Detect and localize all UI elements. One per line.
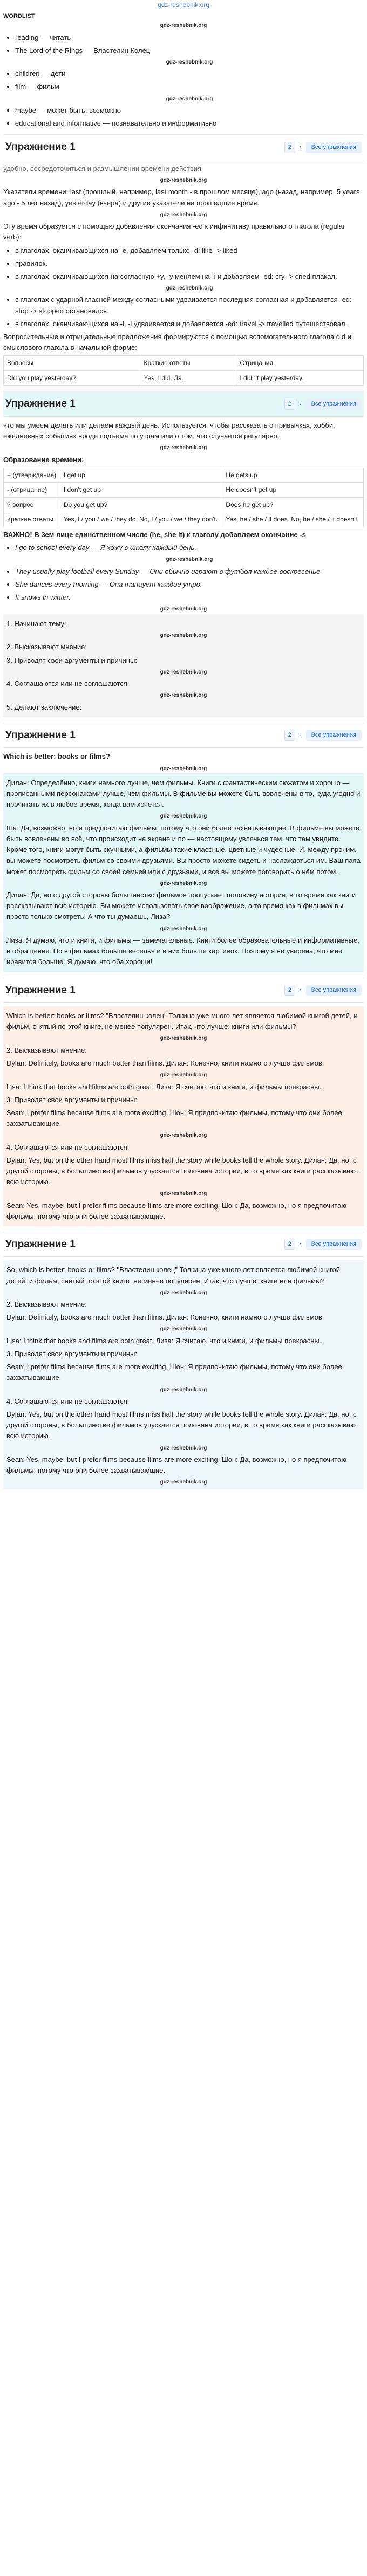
- table-cell: I don't get up: [60, 483, 222, 498]
- repeat-paragraph: Dylan: Definitely, books are much better than films. Дилан: Конечно, книги намного лучше фильмов.: [6, 1313, 324, 1322]
- watermark: gdz-reshebnik.org: [160, 880, 207, 887]
- all-exercises-button[interactable]: Все упражнения: [306, 142, 362, 153]
- formation-title: Образование времени:: [3, 455, 84, 464]
- table-cell: Did you play yesterday?: [4, 370, 140, 386]
- repeat-paragraph: Sean: I prefer films because films are more exciting. Шон: Я предпочитаю фильмы, потому что они более захватывающие.: [6, 1363, 342, 1382]
- dialogue-paragraph: Ша: Да, возможно, но я предпочитаю фильмы, потому что они более захватывающие. В фильме вы можете быть вовлечены во всё, что происходит на экране и по — настоящему увлечься тем, что там увидите. Кроме того, книги могут быть скучными, а фильмы такие классные, цветные и чудесные. И, между прочим, вы можете посмотреть фильм со своими друзьями. Вы просто можете сидеть и наслаждаться им. Ваш папа может посмотреть фильм со своей семьей или с друзьями, и все вы можете поговорить о нём потом.: [6, 823, 361, 876]
- table-cell: Краткие ответы: [4, 512, 60, 527]
- dialogue-en: [3, 1006, 364, 1226]
- exercise-number-button[interactable]: 2: [284, 142, 295, 153]
- watermark: gdz-reshebnik.org: [160, 1479, 207, 1486]
- repeat-paragraph: Sean: Yes, maybe, but I prefer films because films are more exciting. Шон: Да, возможно, но я предпочитаю фильмы, потому что они более захватывающие.: [6, 1455, 347, 1475]
- watermark: gdz-reshebnik.org: [160, 925, 207, 932]
- exercise-title: Упражнение 1: [5, 1238, 76, 1250]
- dialogue-paragraph: Dylan: Yes, but on the other hand most films miss half the story while books tell the whole story. Дилан: Да, но, с другой стороны, в большинстве фильмов упускается половина истории, в то время как книги рассказывают всю историю.: [6, 1156, 359, 1186]
- repeat-paragraph: Dylan: Yes, but on the other hand most films miss half the story while books tell the whole story. Дилан: Да, но, с другой стороны, в большинстве фильмов упускается половина истории, в то время как книги рассказывают всю историю.: [6, 1410, 359, 1440]
- list-item: • She dances every morning — Она танцует каждое утро.: [15, 579, 364, 590]
- did-table: [3, 355, 364, 386]
- formation-table: [3, 468, 364, 527]
- table-cell: Yes, he / she / it does. No, he / she / it doesn't.: [222, 512, 364, 527]
- watermark: gdz-reshebnik.org: [160, 177, 207, 183]
- plan-item: 1. Начинают тему:: [6, 619, 66, 628]
- repeat-paragraph: 3. Приводят свои аргументы и причины:: [6, 1350, 137, 1358]
- list-item: • I go to school every day — Я хожу в школу каждый день.: [15, 542, 364, 553]
- exercise-number-button[interactable]: 2: [284, 985, 295, 996]
- all-exercises-button[interactable]: Все упражнения: [306, 730, 362, 741]
- chevron-right-icon[interactable]: ›: [299, 400, 302, 407]
- exercise-bar: [3, 1232, 364, 1257]
- watermark: gdz-reshebnik.org: [160, 813, 207, 820]
- exercise-number-button[interactable]: 2: [284, 730, 295, 741]
- list-item: • The Lord of the Rings — Властелин Колец: [15, 45, 364, 56]
- all-exercises-button[interactable]: Все упражнения: [306, 1239, 362, 1250]
- ex1-trailing: удобно, сосредоточиться и размышлении времени действия: [3, 164, 202, 173]
- wordlist: [3, 32, 364, 129]
- watermark: gdz-reshebnik.org: [160, 1035, 207, 1042]
- chevron-right-icon[interactable]: ›: [299, 732, 302, 739]
- table-cell: I didn't play yesterday.: [236, 370, 364, 386]
- table-header: Краткие ответы: [140, 356, 236, 371]
- ex2-intro: что мы умеем делать или делаем каждый день. Используется, чтобы рассказать о привычках, хобби, ежедневных событиях вроде подъема по утрам или о том, что случается регулярно.: [3, 421, 335, 440]
- dialogue-paragraph: Sean: I prefer films because films are more exciting. Шон: Я предпочитаю фильмы, потому что они более захватывающие.: [6, 1108, 342, 1128]
- table-cell: ? вопрос: [4, 497, 60, 512]
- repeat-paragraph: Lisa: I think that books and films are both great. Лиза: Я считаю, что и книги, и фильмы прекрасны.: [6, 1336, 322, 1345]
- watermark: gdz-reshebnik.org: [160, 1326, 207, 1332]
- exercise-nav: [284, 1239, 362, 1250]
- exercise-bar: [3, 391, 364, 416]
- table-cell: Do you get up?: [60, 497, 222, 512]
- table-cell: He gets up: [222, 468, 364, 483]
- list-item: • They usually play football every Sunday — Они обычно играют в футбол каждое воскресенье.: [15, 566, 364, 577]
- list-item: • reading — читать: [15, 32, 364, 43]
- dialogue-ru: [3, 773, 364, 972]
- question-intro: Вопросительные и отрицательные предложения формируются с помощью вспомогательного глагола did и смыслового глагола в начальной форме:: [3, 332, 351, 352]
- watermark: gdz-reshebnik.org: [160, 669, 207, 675]
- watermark: gdz-reshebnik.org: [160, 1289, 207, 1296]
- repeat-section: [3, 1260, 364, 1489]
- dialogue-question: Which is better: books or films?: [3, 752, 110, 761]
- table-cell: Yes, I / you / we / they do. No, I / you / we / they don't.: [60, 512, 222, 527]
- exercise-nav: [284, 985, 362, 996]
- repeat-paragraph: 2. Высказывают мнение:: [6, 1300, 87, 1309]
- table-cell: I get up: [60, 468, 222, 483]
- table-header: Вопросы: [4, 356, 140, 371]
- exercise-nav: [284, 399, 362, 410]
- watermark: gdz-reshebnik.org: [160, 1072, 207, 1079]
- list-item: • в глаголах, оканчивающихся на -l, -l удваивается и добавляется -ed: travel -> travelled путешествовал.: [15, 319, 364, 329]
- list-item: • в глаголах, оканчивающихся на -e, добавляем только -d: like -> liked: [15, 245, 364, 256]
- list-item: • educational and informative — познавательно и информативно: [15, 118, 364, 129]
- list-item: • film — фильм: [15, 81, 364, 92]
- exercise-number-button[interactable]: 2: [284, 399, 295, 410]
- dialogue-paragraph: Which is better: books or films? "Властелин колец" Толкина уже много лет является любимой книгой детей, и фильм, снятый по этой книге, не менее популярен. Итак, что лучше: книги или фильмы?: [6, 1011, 358, 1031]
- dialogue-paragraph: Дилан: Определённо, книги намного лучше, чем фильмы. Книги с фантастическим сюжетом и хорошо — прописанными персонажами лучше, чем фильмы. В фильме вы можете быть вовлечены в то, куда угодно и прочитать их в любое время, когда вам хочется.: [6, 779, 361, 809]
- list-item: • в глаголах, оканчивающихся на согласную +y, -y меняем на -i и добавляем -ed: cry -> cried плакал.: [15, 271, 364, 282]
- repeat-paragraph: So, which is better: books or films? "Властелин колец" Толкина уже много лет является любимой книгой детей, и фильм, снятый по этой книге, не менее популярен. Итак, что лучше: книги или фильмы?: [6, 1266, 340, 1285]
- table-cell: Does he get up?: [222, 497, 364, 512]
- watermark: gdz-reshebnik.org: [160, 1386, 207, 1393]
- all-exercises-button[interactable]: Все упражнения: [306, 985, 362, 996]
- watermark: gdz-reshebnik.org: [166, 95, 213, 102]
- list-item: • It snows in winter.: [15, 592, 364, 603]
- dialogue-paragraph: 4. Соглашаются или не соглашаются:: [6, 1143, 130, 1151]
- exercise-title: Упражнение 1: [5, 729, 76, 741]
- wordlist-title: WORDLIST: [3, 13, 35, 19]
- list-item: • правилок.: [15, 258, 364, 269]
- rules-list: [3, 245, 364, 329]
- watermark: gdz-reshebnik.org: [160, 1132, 207, 1139]
- dialogue-paragraph: Lisa: I think that books and films are both great. Лиза: Я считаю, что и книги, и фильмы прекрасны.: [6, 1082, 322, 1091]
- watermark: gdz-reshebnik.org: [166, 59, 213, 65]
- table-header: Отрицания: [236, 356, 364, 371]
- rule-intro: Эту время образуется с помощью добавления окончания -ed к инфинитиву правильного глагола (regular verb):: [3, 222, 345, 242]
- exercise-number-button[interactable]: 2: [284, 1239, 295, 1250]
- list-item: • children — дети: [15, 68, 364, 79]
- table-cell: - (отрицание): [4, 483, 60, 498]
- watermark: gdz-reshebnik.org: [160, 606, 207, 613]
- dialogue-paragraph: Дилан: Да, но с другой стороны большинство фильмов пропускает половину истории, в то время как книги рассказывают всю историю. Вы можете использовать свое воображение, а то время как в фильмах вы просто только смотреть! А что ты думаешь, Лиза?: [6, 891, 356, 921]
- chevron-right-icon[interactable]: ›: [299, 986, 302, 993]
- table-cell: He doesn't get up: [222, 483, 364, 498]
- examples-list: [3, 542, 364, 603]
- watermark: gdz-reshebnik.org: [166, 557, 213, 563]
- watermark: gdz-reshebnik.org: [160, 692, 207, 699]
- all-exercises-button[interactable]: Все упражнения: [306, 399, 362, 410]
- site-header[interactable]: gdz-reshebnik.org: [157, 1, 210, 9]
- dialogue-paragraph: 3. Приводят свои аргументы и причины:: [6, 1095, 137, 1104]
- exercise-title: Упражнение 1: [5, 141, 76, 153]
- plan-item: 3. Приводят свои аргументы и причины:: [6, 656, 137, 664]
- dialogue-paragraph: Dylan: Definitely, books are much better than films. Дилан: Конечно, книги намного лучше фильмов.: [6, 1059, 324, 1067]
- list-item: • в глаголах с ударной гласной между согласными удваивается последняя согласная и добавляется -ed: stop -> stopped остановился.: [15, 294, 364, 316]
- list-item: • maybe — может быть, возможно: [15, 105, 364, 116]
- watermark: gdz-reshebnik.org: [160, 445, 207, 451]
- exercise-title: Упражнение 1: [5, 398, 76, 410]
- watermark: gdz-reshebnik.org: [160, 632, 207, 638]
- watermark: gdz-reshebnik.org: [160, 765, 207, 772]
- exercise-nav: [284, 730, 362, 741]
- watermark: gdz-reshebnik.org: [160, 1191, 207, 1197]
- table-cell: + (утверждение): [4, 468, 60, 483]
- table-cell: Yes, I did. Да.: [140, 370, 236, 386]
- plan-item: 2. Высказывают мнение:: [6, 643, 87, 651]
- plan-item: 5. Делают заключение:: [6, 703, 82, 711]
- exercise-title: Упражнение 1: [5, 984, 76, 996]
- exercise-bar: [3, 723, 364, 748]
- dialogue-paragraph: Sean: Yes, maybe, but I prefer films because films are more exciting. Шон: Да, возможно, но я предпочитаю фильмы, потому что они более захватывающие.: [6, 1201, 347, 1220]
- plan-item: 4. Соглашаются или не соглашаются:: [6, 679, 130, 688]
- chevron-right-icon[interactable]: ›: [299, 143, 302, 150]
- watermark: gdz-reshebnik.org: [166, 285, 213, 291]
- plan-section: [3, 614, 364, 717]
- watermark: gdz-reshebnik.org: [160, 23, 207, 29]
- important-note: ВАЖНО! В 3ем лице единственном числе (he, she it) к глаголу добавляем окончание -s: [3, 531, 306, 539]
- exercise-nav: [284, 142, 362, 153]
- dialogue-paragraph: Лиза: Я думаю, что и книги, и фильмы — замечательные. Книги более образовательные и информативные, и обращение. Но в фильмах больше веселья и в них больше картинок. Поэтому я не уверена, что мне нравится больше. Я думаю, что оба хороши!: [6, 936, 359, 966]
- watermark: gdz-reshebnik.org: [160, 211, 207, 218]
- chevron-right-icon[interactable]: ›: [299, 1241, 302, 1248]
- watermark: gdz-reshebnik.org: [160, 1445, 207, 1451]
- repeat-paragraph: 4. Соглашаются или не соглашаются:: [6, 1397, 130, 1405]
- time-markers: Указатели времени: last (прошлый, например, last month - в прошлом месяце), ago (назад, например, 5 years ago - 5 лет назад), yesterday (вчера) и другие указатели на прошедшие время.: [3, 188, 360, 207]
- dialogue-paragraph: 2. Высказывают мнение:: [6, 1046, 87, 1054]
- exercise-bar: [3, 134, 364, 160]
- exercise-bar: [3, 978, 364, 1003]
